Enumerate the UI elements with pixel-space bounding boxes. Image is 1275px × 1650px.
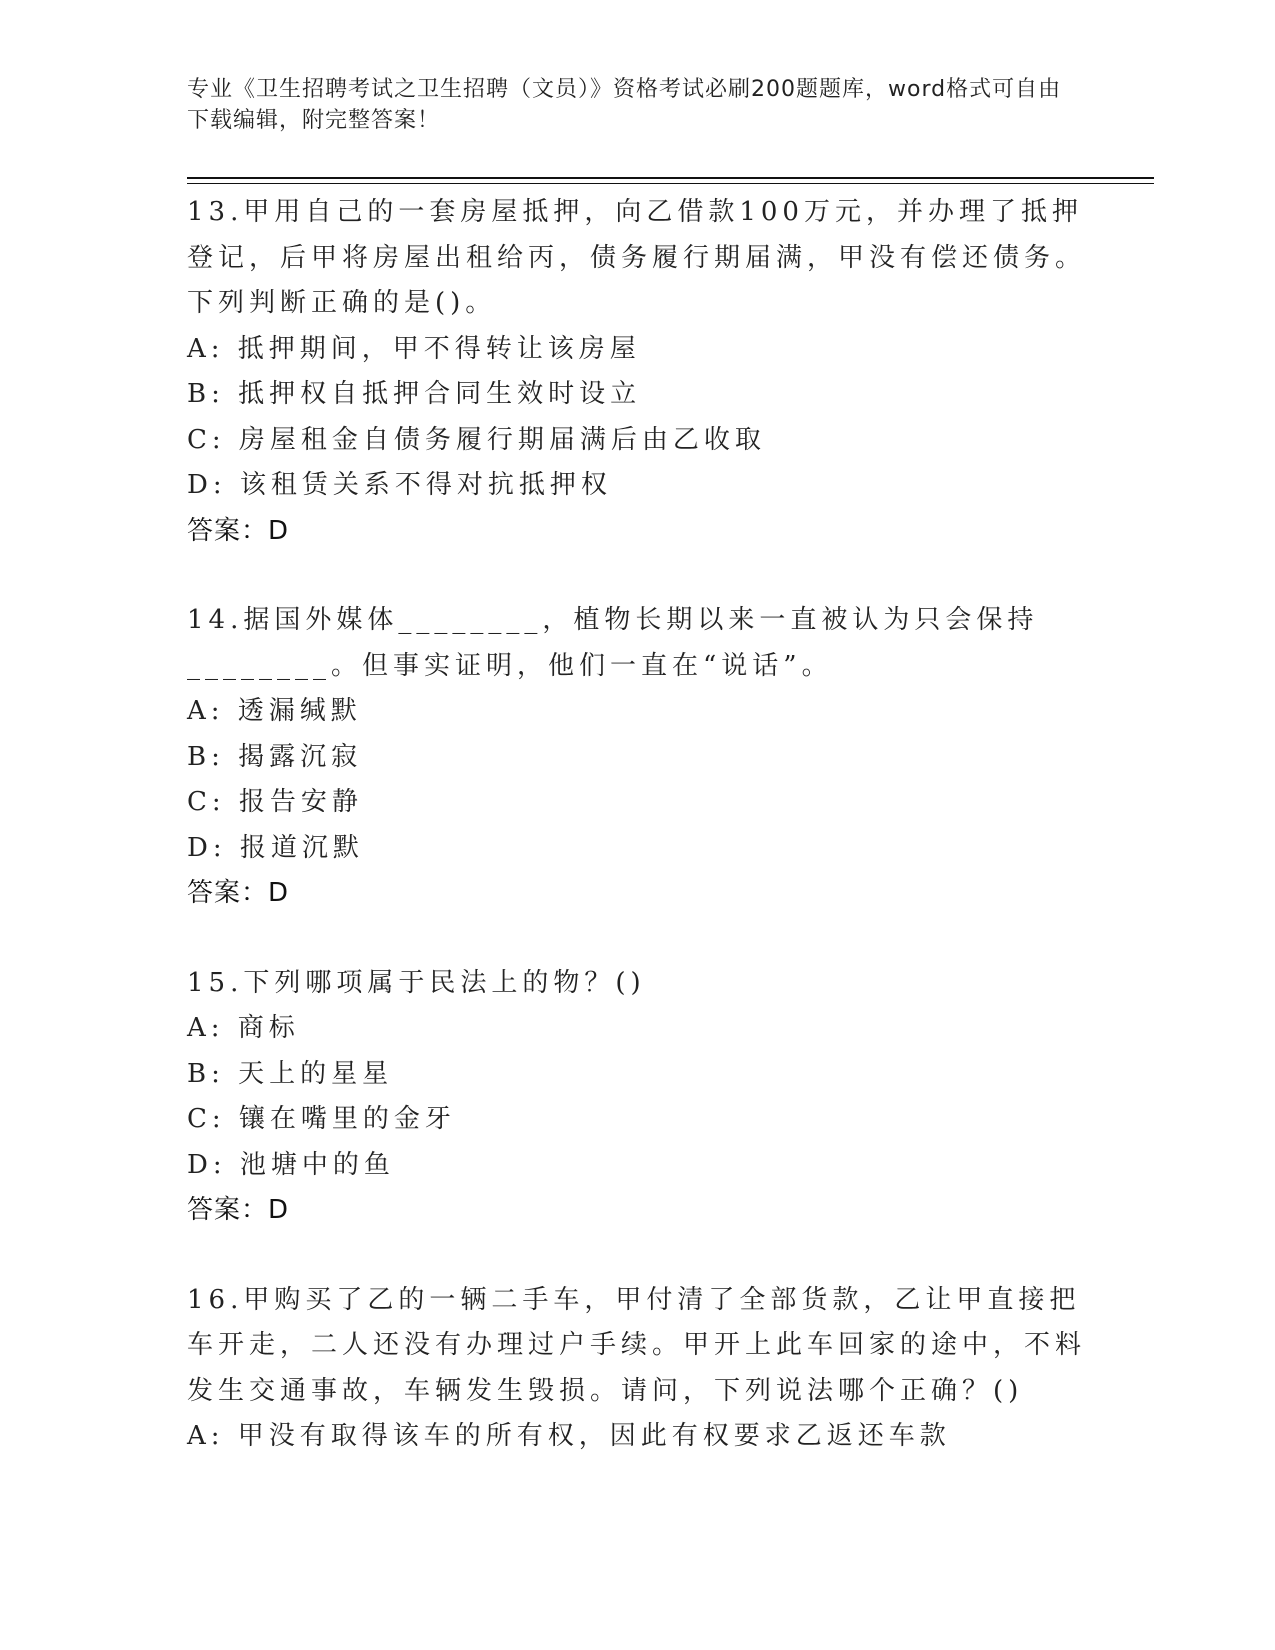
option-c: C: 报告安静 bbox=[187, 787, 363, 817]
option-b: B: 天上的星星 bbox=[187, 1058, 394, 1089]
question-14 bbox=[187, 598, 1087, 917]
question-text: 15.下列哪项属于民法上的物？() bbox=[187, 967, 646, 998]
question-13 bbox=[187, 190, 1087, 554]
question-15 bbox=[187, 961, 1087, 1234]
document-header: 专业《卫生招聘考试之卫生招聘（文员）》资格考试必刷200题题库，word格式可自由下载编辑，附完整答案！ bbox=[187, 77, 1062, 133]
answer-line: 答案：D bbox=[187, 1195, 290, 1225]
question-text: 13.甲用自己的一套房屋抵押，向乙借款100万元，并办理了抵押登记，后甲将房屋出租给丙，债务履行期届满，甲没有偿还债务。下列判断正确的是()。 bbox=[187, 197, 1087, 318]
option-a: A: 抵押期间，甲不得转让该房屋 bbox=[187, 333, 641, 364]
option-a: A: 甲没有取得该车的所有权，因此有权要求乙返还车款 bbox=[187, 1421, 951, 1451]
question-list bbox=[187, 190, 1087, 1504]
question-text: 14.据国外媒体________，植物长期以来一直被认为只会保持________。但事实证明，他们一直在“说话”。 bbox=[187, 605, 1039, 681]
question-text: 16.甲购买了乙的一辆二手车，甲付清了全部货款，乙让甲直接把车开走，二人还没有办理过户手续。甲开上此车回家的途中，不料发生交通事故，车辆发生毁损。请问，下列说法哪个正确？() bbox=[187, 1284, 1087, 1406]
question-16 bbox=[187, 1278, 1087, 1460]
option-b: B: 揭露沉寂 bbox=[187, 741, 363, 772]
header-rule-bottom bbox=[187, 183, 1154, 184]
answer-line: 答案：D bbox=[187, 515, 290, 546]
option-a: A: 商标 bbox=[187, 1013, 300, 1043]
option-c: C: 镶在嘴里的金牙 bbox=[187, 1104, 456, 1134]
option-c: C: 房屋租金自债务履行期届满后由乙收取 bbox=[187, 424, 766, 455]
header-rule-top bbox=[187, 177, 1154, 179]
option-d: D: 报道沉默 bbox=[187, 832, 364, 863]
option-a: A: 透漏缄默 bbox=[187, 696, 362, 726]
answer-line: 答案：D bbox=[187, 878, 290, 908]
option-b: B: 抵押权自抵押合同生效时设立 bbox=[187, 379, 642, 409]
option-d: D: 池塘中的鱼 bbox=[187, 1149, 395, 1180]
option-d: D: 该租赁关系不得对抗抵押权 bbox=[187, 470, 612, 500]
